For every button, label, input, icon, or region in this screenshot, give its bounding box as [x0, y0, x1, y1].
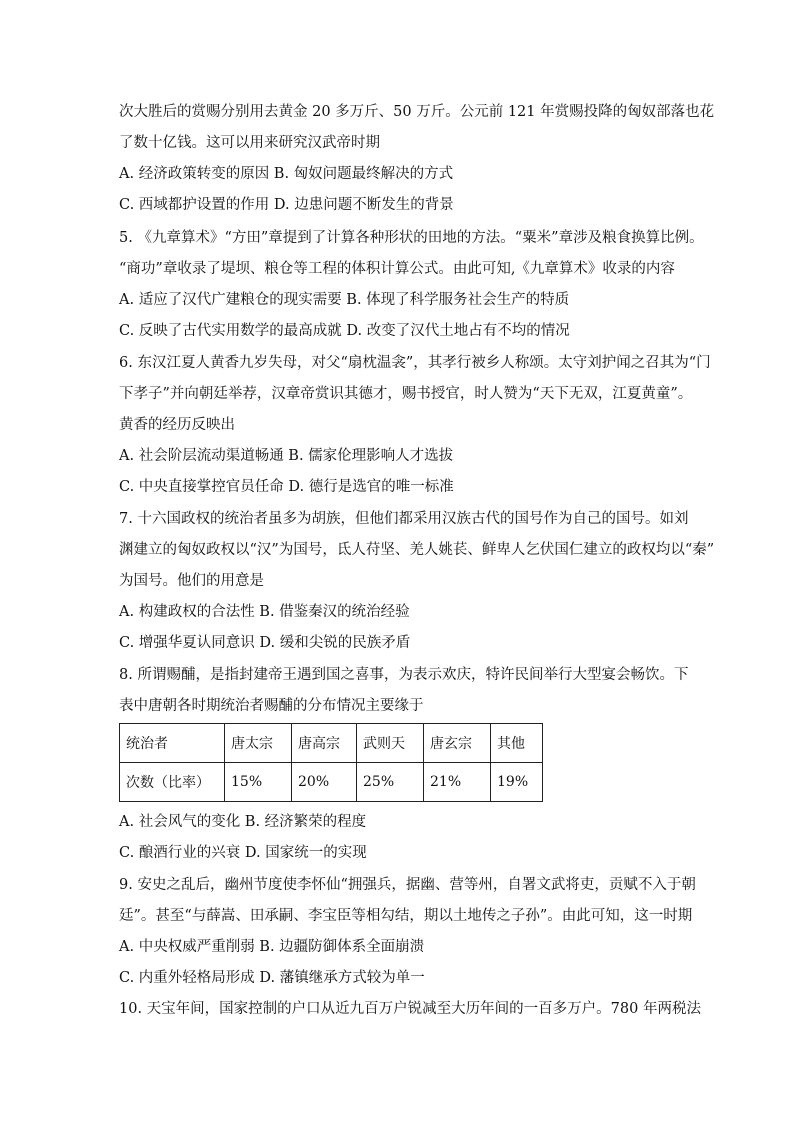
table-cell: 武则天: [357, 724, 424, 763]
text-line: 次大胜后的赏赐分别用去黄金 20 多万斤、50 万斤。公元前 121 年赏赐投降的匈奴部落也花: [119, 104, 715, 120]
question-10-line: 10. 天宝年间，国家控制的户口从近九百万户锐减至大历年间的一百多万户。780 年两税法: [119, 1001, 701, 1017]
question-5-line: 5. 《九章算术》“方田”章提到了计算各种形状的田地的方法。“粟米”章涉及粮食换算比例。: [119, 230, 704, 246]
ci-pu-table: [119, 723, 543, 802]
table-cell: 唐玄宗: [424, 724, 491, 763]
table-cell: 15%: [225, 763, 292, 802]
table-cell: 20%: [292, 763, 357, 802]
table-cell: 21%: [424, 763, 491, 802]
option-line: C. 内重外轻格局形成 D. 藩镇继承方式较为单一: [119, 970, 425, 986]
text-line: 了数十亿钱。这可以用来研究汉武帝时期: [119, 135, 380, 151]
table-cell: 唐太宗: [225, 724, 292, 763]
question-9-line: 9. 安史之乱后，幽州节度使李怀仙“拥强兵，据幽、营等州，自署文武将吏，贡赋不入于朝: [119, 877, 696, 893]
table-cell: 其他: [491, 724, 543, 763]
option-line: C. 增强华夏认同意识 D. 缓和尖锐的民族矛盾: [119, 635, 411, 651]
text-line: 表中唐朝各时期统治者赐酺的分布情况主要缘于: [119, 698, 424, 714]
table-cell: 25%: [357, 763, 424, 802]
option-line: C. 中央直接掌控官员任命 D. 德行是选官的唯一标准: [119, 479, 454, 495]
option-line: A. 社会阶层流动渠道畅通 B. 儒家伦理影响人才选拔: [119, 448, 454, 464]
table-header-row: [120, 724, 543, 763]
text-line: 渊建立的匈奴政权以“汉”为国号，氐人苻坚、羌人姚苌、鲜卑人乞伏国仁建立的政权均以“秦”: [119, 542, 715, 558]
table-cell: 统治者: [120, 724, 225, 763]
text-line: 黄香的经历反映出: [119, 417, 235, 433]
option-line: A. 构建政权的合法性 B. 借鉴秦汉的统治经验: [119, 604, 410, 620]
text-line: “商功”章收录了堤坝、粮仓等工程的体积计算公式。由此可知,《九章算术》收录的内容: [119, 261, 675, 277]
table-cell: 唐高宗: [292, 724, 357, 763]
option-line: C. 酿酒行业的兴衰 D. 国家统一的实现: [119, 845, 367, 861]
question-8-line: 8. 所谓赐酺，是指封建帝王遇到国之喜事，为表示欢庆，特许民间举行大型宴会畅饮。下: [119, 667, 689, 683]
text-line: 为国号。他们的用意是: [119, 573, 264, 589]
text-line: 下孝子”并向朝廷举荐，汉章帝赏识其德才，赐书授官，时人赞为“天下无双，江夏黄童”。: [119, 386, 693, 402]
option-line: A. 中央权威严重削弱 B. 边疆防御体系全面崩溃: [119, 939, 425, 955]
option-line: C. 西域都护设置的作用 D. 边患问题不断发生的背景: [119, 197, 454, 213]
table-cell: 19%: [491, 763, 543, 802]
text-line: 廷”。甚至“与薛嵩、田承嗣、李宝臣等相勾结，期以土地传之子孙”。由此可知，这一时期: [119, 908, 693, 924]
table-row: [120, 763, 543, 802]
option-line: A. 社会风气的变化 B. 经济繁荣的程度: [119, 814, 367, 830]
option-line: A. 适应了汉代广建粮仓的现实需要 B. 体现了科学服务社会生产的特质: [119, 292, 570, 308]
question-6-line: 6. 东汉江夏人黄香九岁失母，对父“扇枕温衾”，其孝行被乡人称颂。太守刘护闻之召其为“门: [119, 355, 711, 371]
question-7-line: 7. 十六国政权的统治者虽多为胡族，但他们都采用汉族古代的国号作为自己的国号。如刘: [119, 511, 689, 527]
option-line: A. 经济政策转变的原因 B. 匈奴问题最终解决的方式: [119, 166, 454, 182]
option-line: C. 反映了古代实用数学的最高成就 D. 改变了汉代土地占有不均的情况: [119, 323, 570, 339]
table-cell: 次数（比率）: [120, 763, 225, 802]
